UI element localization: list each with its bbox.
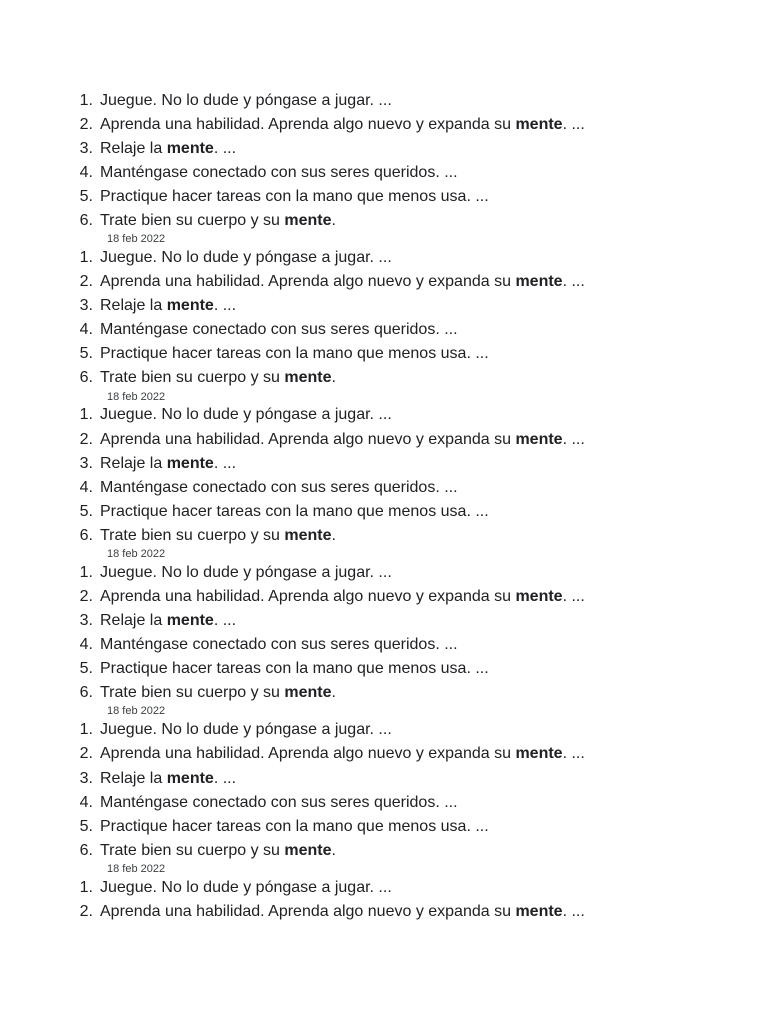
list-item xyxy=(0,246,768,270)
list-item xyxy=(0,742,768,766)
list-item-number: 2. xyxy=(79,273,93,291)
list-item xyxy=(0,561,768,585)
list-item xyxy=(0,681,768,705)
list-item-text-start: Trate bien su cuerpo y su xyxy=(100,211,285,229)
list-item xyxy=(0,718,768,742)
numbered-list xyxy=(0,246,768,391)
list-item-text xyxy=(100,609,236,633)
list-item-text-start: Relaje la xyxy=(100,612,167,630)
list-item-number: 2. xyxy=(79,902,93,920)
list-item-number: 3. xyxy=(79,454,93,472)
list-item-number: 2. xyxy=(79,745,93,763)
list-item-text-start: Relaje la xyxy=(100,297,167,315)
list-item-number: 4. xyxy=(79,163,93,181)
list-item-text-start: Trate bien su cuerpo y su xyxy=(100,369,285,387)
list-item-text-end: . xyxy=(331,526,336,544)
document-body xyxy=(0,89,768,924)
list-item-text xyxy=(100,767,236,791)
highlighted-keyword: mente xyxy=(515,115,563,133)
list-item-text xyxy=(100,137,236,161)
list-item-number: 6. xyxy=(79,684,93,702)
list-item-text-end: . xyxy=(331,211,336,229)
list-item-text xyxy=(100,294,236,318)
list-block xyxy=(0,718,768,875)
list-item-number: 3. xyxy=(79,297,93,315)
highlighted-keyword: mente xyxy=(166,297,214,315)
list-item-text-start: Trate bien su cuerpo y su xyxy=(100,526,285,544)
list-item-number: 1. xyxy=(79,878,93,896)
highlighted-keyword: mente xyxy=(284,526,332,544)
list-item-text-end: . xyxy=(331,841,336,859)
list-item xyxy=(0,815,768,839)
highlighted-keyword: mente xyxy=(515,273,563,291)
list-item xyxy=(0,318,768,342)
list-item-text-start: Aprenda una habilidad. Aprenda algo nuevo y expanda su xyxy=(100,430,516,448)
list-item-text xyxy=(100,366,336,390)
date-caption: 18 feb 2022 xyxy=(107,547,166,560)
list-item xyxy=(0,609,768,633)
list-item-text xyxy=(100,900,585,924)
list-item-text-end: . ... xyxy=(213,769,237,787)
list-item-text xyxy=(100,318,458,342)
list-item-text-start: Juegue. No lo dude y póngase a jugar. ... xyxy=(100,563,392,581)
list-item-text-end: . xyxy=(331,369,336,387)
list-item-text xyxy=(100,791,458,815)
list-item-text xyxy=(100,270,585,294)
numbered-list xyxy=(0,718,768,863)
list-item xyxy=(0,185,768,209)
list-item-text xyxy=(100,428,585,452)
list-item-text-start: Aprenda una habilidad. Aprenda algo nuevo y expanda su xyxy=(100,587,516,605)
list-item-text xyxy=(100,742,585,766)
list-item-text-start: Juegue. No lo dude y póngase a jugar. ... xyxy=(100,91,392,109)
numbered-list xyxy=(0,89,768,234)
list-item-text xyxy=(100,585,585,609)
list-item-text xyxy=(100,113,585,137)
list-item-text-start: Aprenda una habilidad. Aprenda algo nuevo y expanda su xyxy=(100,273,516,291)
list-item xyxy=(0,89,768,113)
list-item xyxy=(0,113,768,137)
list-item-number: 1. xyxy=(79,563,93,581)
list-item-text-start: Practique hacer tareas con la mano que menos usa. ... xyxy=(100,502,489,520)
list-item-text-start: Juegue. No lo dude y póngase a jugar. ... xyxy=(100,721,392,739)
date-caption: 18 feb 2022 xyxy=(107,705,166,718)
list-item xyxy=(0,366,768,390)
highlighted-keyword: mente xyxy=(166,454,214,472)
list-item-text xyxy=(100,718,392,742)
list-item-text xyxy=(100,161,458,185)
list-item xyxy=(0,900,768,924)
list-item-number: 6. xyxy=(79,369,93,387)
list-item-text-end: . ... xyxy=(213,612,237,630)
list-item-number: 4. xyxy=(79,478,93,496)
list-item-text xyxy=(100,185,489,209)
list-item xyxy=(0,524,768,548)
list-item-text xyxy=(100,839,336,863)
list-item xyxy=(0,633,768,657)
list-item-text-start: Practique hacer tareas con la mano que menos usa. ... xyxy=(100,817,489,835)
list-item-number: 6. xyxy=(79,211,93,229)
list-item-number: 1. xyxy=(79,406,93,424)
list-item-number: 2. xyxy=(79,430,93,448)
list-item-number: 2. xyxy=(79,115,93,133)
list-item xyxy=(0,876,768,900)
list-item-text-start: Relaje la xyxy=(100,769,167,787)
list-item-text-end: . ... xyxy=(213,454,237,472)
list-item-number: 3. xyxy=(79,612,93,630)
list-item-text-end: . ... xyxy=(562,745,585,763)
highlighted-keyword: mente xyxy=(515,430,563,448)
list-item-text-start: Manténgase conectado con sus seres queridos. ... xyxy=(100,321,458,339)
list-item-number: 5. xyxy=(79,502,93,520)
highlighted-keyword: mente xyxy=(284,211,332,229)
list-item xyxy=(0,452,768,476)
date-caption: 18 feb 2022 xyxy=(107,233,166,246)
list-item-text-start: Practique hacer tareas con la mano que menos usa. ... xyxy=(100,345,489,363)
list-item-text xyxy=(100,815,489,839)
list-item-text-end: . ... xyxy=(213,297,237,315)
list-item-text xyxy=(100,246,392,270)
list-item-text xyxy=(100,452,236,476)
list-item xyxy=(0,428,768,452)
numbered-list xyxy=(0,876,768,924)
list-item xyxy=(0,500,768,524)
list-item-text-start: Manténgase conectado con sus seres queridos. ... xyxy=(100,478,458,496)
highlighted-keyword: mente xyxy=(284,369,332,387)
list-item-number: 1. xyxy=(79,91,93,109)
list-item-text-start: Practique hacer tareas con la mano que menos usa. ... xyxy=(100,187,489,205)
list-block xyxy=(0,561,768,718)
list-item xyxy=(0,342,768,366)
list-block xyxy=(0,246,768,403)
list-item xyxy=(0,476,768,500)
list-item-text-start: Aprenda una habilidad. Aprenda algo nuevo y expanda su xyxy=(100,115,516,133)
list-item-text-start: Manténgase conectado con sus seres queridos. ... xyxy=(100,163,458,181)
list-item-text xyxy=(100,681,336,705)
highlighted-keyword: mente xyxy=(284,841,332,859)
list-item-text-start: Practique hacer tareas con la mano que menos usa. ... xyxy=(100,660,489,678)
list-item xyxy=(0,585,768,609)
list-item-text xyxy=(100,89,392,113)
list-item-number: 3. xyxy=(79,769,93,787)
list-item-text xyxy=(100,209,336,233)
list-item-number: 3. xyxy=(79,139,93,157)
list-item xyxy=(0,270,768,294)
list-item-text-start: Aprenda una habilidad. Aprenda algo nuevo y expanda su xyxy=(100,745,516,763)
list-item-text-start: Trate bien su cuerpo y su xyxy=(100,684,285,702)
list-item-number: 4. xyxy=(79,636,93,654)
list-block xyxy=(0,89,768,246)
list-item xyxy=(0,839,768,863)
list-item-number: 5. xyxy=(79,187,93,205)
list-item-number: 5. xyxy=(79,817,93,835)
list-item-text xyxy=(100,876,392,900)
list-item-text xyxy=(100,524,336,548)
highlighted-keyword: mente xyxy=(166,139,214,157)
list-item-text-start: Trate bien su cuerpo y su xyxy=(100,841,285,859)
highlighted-keyword: mente xyxy=(515,587,563,605)
date-caption: 18 feb 2022 xyxy=(107,390,166,403)
list-item xyxy=(0,209,768,233)
list-item-text-start: Manténgase conectado con sus seres queridos. ... xyxy=(100,636,458,654)
highlighted-keyword: mente xyxy=(515,745,563,763)
list-item-text-end: . ... xyxy=(562,587,585,605)
list-item-text-end: . ... xyxy=(562,430,585,448)
list-item xyxy=(0,137,768,161)
list-item-text-start: Juegue. No lo dude y póngase a jugar. ... xyxy=(100,406,392,424)
list-item-text-end: . ... xyxy=(562,902,585,920)
list-item-text xyxy=(100,500,489,524)
highlighted-keyword: mente xyxy=(166,612,214,630)
list-item xyxy=(0,294,768,318)
list-item-text xyxy=(100,657,489,681)
highlighted-keyword: mente xyxy=(166,769,214,787)
numbered-list xyxy=(0,403,768,548)
list-block xyxy=(0,403,768,560)
list-item-text xyxy=(100,561,392,585)
list-item-number: 5. xyxy=(79,345,93,363)
list-item-text-end: . ... xyxy=(213,139,237,157)
list-item-text-start: Manténgase conectado con sus seres queridos. ... xyxy=(100,793,458,811)
list-item-number: 6. xyxy=(79,526,93,544)
list-item-text-start: Relaje la xyxy=(100,454,167,472)
list-item-text-start: Aprenda una habilidad. Aprenda algo nuevo y expanda su xyxy=(100,902,516,920)
list-item-text xyxy=(100,633,458,657)
list-item xyxy=(0,791,768,815)
list-item xyxy=(0,767,768,791)
list-item xyxy=(0,403,768,427)
list-item-number: 1. xyxy=(79,248,93,266)
list-item-number: 2. xyxy=(79,587,93,605)
list-block xyxy=(0,876,768,924)
list-item xyxy=(0,161,768,185)
list-item-text xyxy=(100,476,458,500)
list-item-number: 4. xyxy=(79,321,93,339)
list-item-number: 4. xyxy=(79,793,93,811)
list-item-text xyxy=(100,403,392,427)
list-item-text-end: . xyxy=(331,684,336,702)
highlighted-keyword: mente xyxy=(284,684,332,702)
list-item-text-end: . ... xyxy=(562,273,585,291)
list-item-text-end: . ... xyxy=(562,115,585,133)
list-item-number: 1. xyxy=(79,721,93,739)
list-item-number: 5. xyxy=(79,660,93,678)
highlighted-keyword: mente xyxy=(515,902,563,920)
list-item-text xyxy=(100,342,489,366)
date-caption: 18 feb 2022 xyxy=(107,862,166,875)
numbered-list xyxy=(0,561,768,706)
list-item-number: 6. xyxy=(79,841,93,859)
list-item-text-start: Juegue. No lo dude y póngase a jugar. ... xyxy=(100,248,392,266)
list-item xyxy=(0,657,768,681)
list-item-text-start: Juegue. No lo dude y póngase a jugar. ... xyxy=(100,878,392,896)
list-item-text-start: Relaje la xyxy=(100,139,167,157)
